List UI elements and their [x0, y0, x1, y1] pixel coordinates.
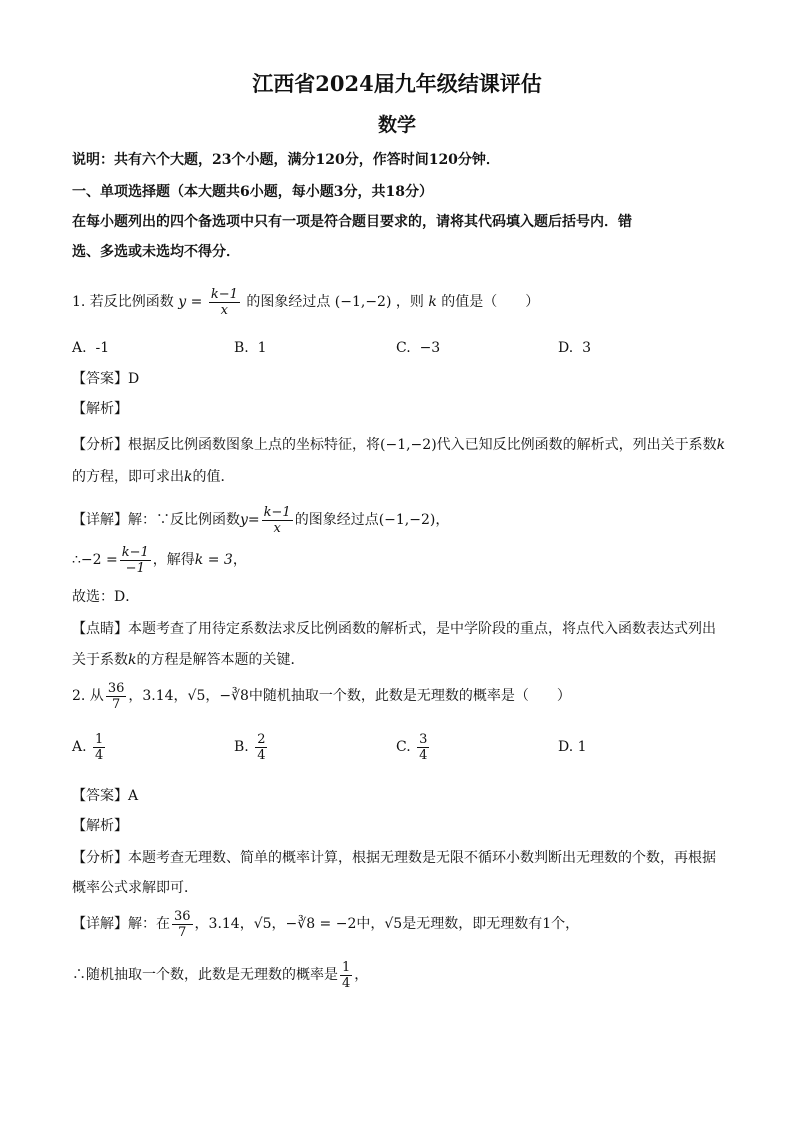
q2-prob-num: 1 [342, 959, 351, 975]
q1-choice-a-label: A. [72, 340, 87, 356]
q1-answer [72, 369, 139, 389]
q1-dianjing-k: k [128, 652, 137, 668]
q2-prob-den: 4 [342, 975, 351, 991]
q2-fraction [106, 681, 127, 712]
q1-xj-var-y: y [240, 512, 248, 528]
section-heading: 一、单项选择题（本大题共6小题，每小题3分，共18分） [72, 184, 433, 200]
q2-cbrt: −∛8 [219, 688, 249, 704]
q2-fenxi-line1 [72, 848, 716, 868]
q1-choice-a-value: -1 [95, 340, 110, 356]
q2-xj-fraction-den: 7 [178, 924, 187, 940]
q1-equals: = [190, 294, 203, 310]
q2-xj-text1: 解：在 [128, 916, 170, 932]
q1-choice-c-value: −3 [419, 340, 441, 356]
q1-dianjing-text2b: 的方程是解答本题的关键． [136, 652, 305, 668]
q1-choose: 故选：D． [72, 589, 140, 605]
q2-xiangjie-tag: 【详解】 [72, 916, 128, 932]
q1-fraction-num: k−1 [210, 286, 238, 302]
q1-mid: 的图象经过点 [246, 294, 331, 310]
q1-fenxi-k: k [716, 437, 726, 453]
question-1 [72, 282, 539, 322]
q2-choice-c-den: 4 [419, 747, 428, 763]
q2-lead: 2. 从 [72, 688, 104, 704]
q1-fenxi-text1: 根据反比例函数图象上点的坐标特征，将 [128, 437, 380, 453]
q1-choice-b [234, 338, 267, 358]
q2-choice-b-den: 4 [257, 747, 266, 763]
q2-prob-pre: ∴随机抽取一个数，此数是无理数的概率是 [72, 967, 338, 983]
q1-xiangjie-tag: 【详解】 [72, 512, 128, 528]
q2-choice-a [72, 727, 107, 767]
q1-fraction [209, 287, 240, 318]
q1-fenxi-line1 [72, 435, 725, 455]
q1-fraction-den: x [220, 302, 229, 318]
q1-tail1: ，则 [395, 294, 424, 310]
q1-step-pre: ∴−2 = [72, 552, 118, 568]
q1-xj-text2: 的图象经过点 [294, 512, 379, 528]
q1-tail2: 的值是（ ） [441, 294, 540, 310]
q2-choice-c-num: 3 [419, 731, 428, 747]
q2-xj-fraction-num: 36 [174, 908, 191, 924]
q1-dianjing-tag: 【点睛】 [72, 621, 128, 637]
q1-xj-equals: = [247, 512, 260, 528]
q1-fenxi-text4: 的值． [192, 469, 235, 485]
q1-xj-fraction-den: x [273, 520, 281, 536]
q1-analysis-tag: 【解析】 [72, 401, 128, 417]
q2-xj-sqrt5-2: √5 [384, 916, 403, 932]
q2-answer [72, 786, 138, 806]
q2-answer-value: A [128, 788, 139, 804]
q2-prob-end: ， [354, 967, 369, 983]
q2-choice-a-den: 4 [95, 747, 104, 763]
q1-step-fraction-den: −1 [125, 560, 145, 576]
q1-step-fraction-num: k−1 [121, 544, 149, 560]
q2-choice-c [396, 727, 431, 767]
q2-choice-d-label: D. [558, 739, 574, 755]
q2-fraction-den: 7 [111, 696, 121, 712]
q1-step-line [72, 540, 247, 580]
q2-xj-text3: ， [271, 916, 286, 932]
q2-choice-b [234, 727, 269, 767]
q1-fenxi-point: (−1,−2) [380, 437, 437, 453]
q2-xj-text5: 是无理数，即无理数有1个， [402, 916, 580, 932]
q1-choice-d-value: 3 [582, 340, 592, 356]
q2-choice-c-fraction [417, 732, 429, 763]
q1-step-result: k = 3 [194, 552, 233, 568]
q2-sqrt5: √5 [187, 688, 206, 704]
q2-sep: ， [205, 688, 220, 704]
q1-xj-text3: ， [435, 512, 450, 528]
q2-choice-c-label: C. [396, 739, 411, 755]
q2-choice-b-fraction [255, 732, 267, 763]
q1-choice-a [72, 338, 109, 358]
q2-xj-text4: 中， [356, 916, 385, 932]
q1-answer-value: D [128, 371, 140, 387]
q2-choice-d [558, 727, 587, 767]
q1-step-end: ， [232, 552, 247, 568]
q1-point: (−1,−2) [334, 294, 392, 310]
q1-xj-point: (−1,−2) [378, 512, 436, 528]
q2-choice-a-num: 1 [95, 731, 104, 747]
q1-choice-b-value: 1 [257, 340, 267, 356]
q2-fenxi-text1: 本题考查无理数、简单的概率计算，根据无理数是无限不循环小数判断出无理数的个数，再根据 [128, 850, 716, 866]
question-2 [72, 676, 571, 716]
q2-choice-b-num: 2 [257, 731, 266, 747]
q1-answer-tag: 【答案】 [72, 371, 128, 387]
q1-xiangjie-line1 [72, 500, 449, 540]
q1-fenxi-text3: 的方程，即可求出 [72, 469, 184, 485]
q1-fenxi-line2 [72, 467, 234, 487]
q2-prob-fraction [340, 960, 352, 991]
q1-lead: 1. 若反比例函数 [72, 294, 174, 310]
q1-fenxi-k2: k [184, 469, 193, 485]
q2-choice-d-value: 1 [577, 739, 587, 755]
q2-items: ，3.14， [128, 688, 188, 704]
q1-var-k: k [428, 294, 437, 310]
q2-xj-cbrt: −∛8 = −2 [285, 916, 357, 932]
section-instruction-1: 在每小题列出的四个备选项中只有一项是符合题目要求的，请将其代码填入题后括号内．错 [72, 214, 632, 230]
q1-fenxi-text2: 代入已知反比例函数的解析式，列出关于系数 [436, 437, 717, 453]
page-title: 江西省2024届九年级结课评估 [252, 71, 542, 96]
q1-step-fraction [120, 545, 151, 576]
q1-xj-fraction-num: k−1 [263, 504, 291, 520]
q2-choice-b-label: B. [234, 739, 249, 755]
q1-xj-fraction [262, 505, 293, 536]
q2-xj-sqrt5: √5 [253, 916, 272, 932]
q1-dianjing-line2 [72, 650, 304, 670]
page-subtitle: 数学 [377, 114, 416, 136]
q1-dianjing-line1 [72, 619, 716, 639]
q2-xiangjie-line1 [72, 904, 579, 944]
q2-answer-tag: 【答案】 [72, 788, 128, 804]
q2-choice-a-fraction [93, 732, 105, 763]
q1-choice-c-label: C. [396, 340, 411, 356]
q2-fenxi-line2: 概率公式求解即可． [72, 880, 198, 896]
q1-choice-c [396, 338, 440, 358]
q2-xj-text2: ，3.14， [194, 916, 254, 932]
q2-fenxi-tag: 【分析】 [72, 850, 128, 866]
q2-probability-line [72, 955, 368, 995]
q2-tail: 中随机抽取一个数，此数是无理数的概率是（ ） [248, 688, 571, 704]
section-instruction-2: 选、多选或未选均不得分． [72, 244, 240, 260]
q2-xj-fraction [172, 909, 193, 940]
q1-dianjing-text2a: 关于系数 [72, 652, 128, 668]
q2-analysis-tag: 【解析】 [72, 818, 128, 834]
q1-choice-d [558, 338, 591, 358]
q1-var-y: y [178, 294, 187, 310]
q1-step-post: ，解得 [152, 552, 195, 568]
exam-note: 说明：共有六个大题，23个小题，满分120分，作答时间120分钟． [72, 152, 500, 168]
q1-xj-text1: 解：∵反比例函数 [128, 512, 240, 528]
q1-choice-b-label: B. [234, 340, 249, 356]
q1-fenxi-tag: 【分析】 [72, 437, 128, 453]
q1-choice-d-label: D. [558, 340, 574, 356]
q2-fraction-num: 36 [107, 680, 125, 696]
q1-dianjing-text1: 本题考查了用待定系数法求反比例函数的解析式，是中学阶段的重点，将点代入函数表达式列出 [128, 621, 716, 637]
q2-choice-a-label: A. [72, 739, 87, 755]
